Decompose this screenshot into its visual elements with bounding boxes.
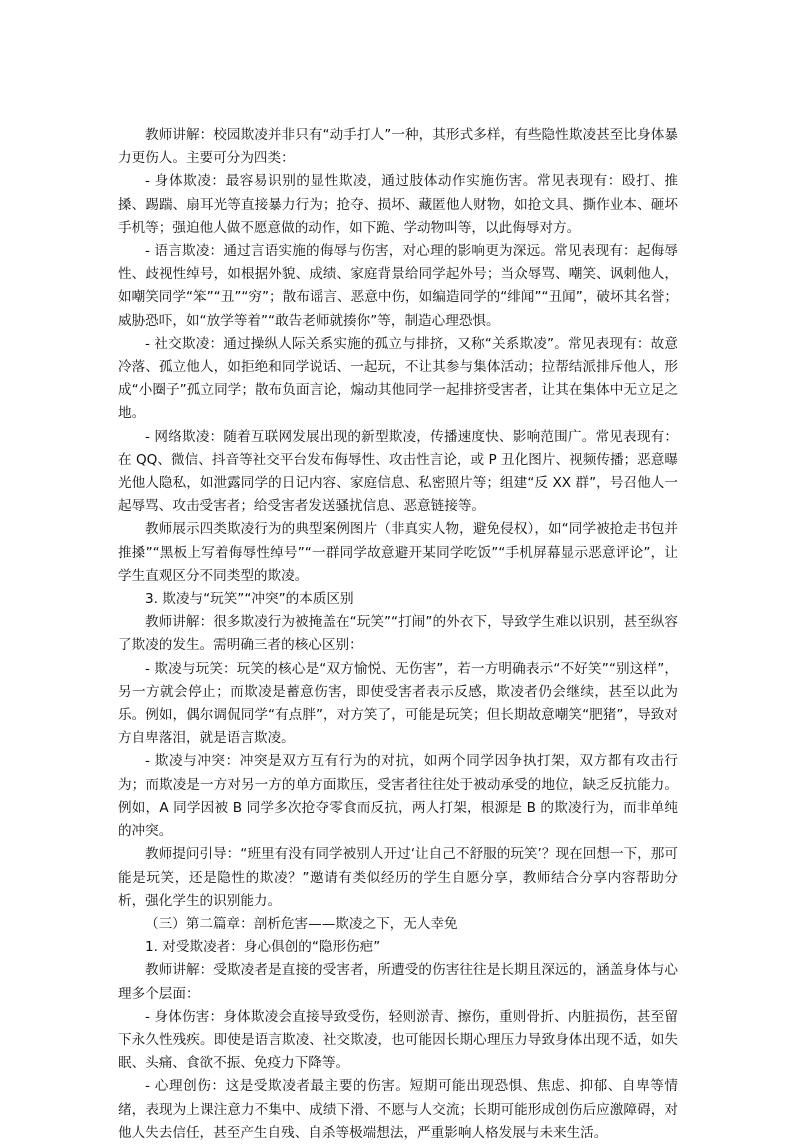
paragraph-cyber-bullying: - 网络欺凌：随着互联网发展出现的新型欺凌，传播速度快、影响范围广。常见表现有：在 QQ、微信、抖音等社交平台发布侮辱性、攻击性言论，或 P 丑化图片、视频传播；恶意曝光他人隐私，如泄露同学的日记内容、家庭信息、私密照片等；组建“反 XX 群”，号召他人一起辱骂、攻击受害者；给受害者发送骚扰信息、恶意链接等。	[118, 428, 678, 515]
paragraph-case-display: 教师展示四类欺凌行为的典型案例图片（非真实人物，避免侵权），如“同学被抢走书包并推搡”“黑板上写着侮辱性绰号”“一群同学故意避开某同学吃饭”“手机屏幕显示恶意评论”，让学生直观区分不同类型的欺凌。	[118, 521, 678, 584]
document-page	[118, 124, 678, 1145]
paragraph-physical-bullying: - 身体欺凌：最容易识别的显性欺凌，通过肢体动作实施伤害。常见表现有：殴打、推搡、踢踹、扇耳光等直接暴力行为；抢夺、损坏、藏匿他人财物，如抢文具、撕作业本、砸坏手机等；强迫他人做不愿意做的动作，如下跪、学动物叫等，以此侮辱对方。	[118, 173, 678, 236]
paragraph-bullying-vs-joke: - 欺凌与玩笑：玩笑的核心是“双方愉悦、无伤害”，若一方明确表示“不好笑”“别这样”，另一方就会停止；而欺凌是蓄意伤害，即使受害者表示反感，欺凌者仍会继续，甚至以此为乐。例如，偶尔调侃同学“有点胖”，对方笑了，可能是玩笑；但长期故意嘲笑“肥猪”，导致对方自卑落泪，就是语言欺凌。	[118, 660, 678, 747]
paragraph-intro: 教师讲解：校园欺凌并非只有“动手打人”一种，其形式多样，有些隐性欺凌甚至比身体暴力更伤人。主要可分为四类：	[118, 127, 678, 167]
section-heading-victim: 1. 对受欺凌者：身心俱创的“隐形伤疤”	[145, 939, 381, 956]
chapter-heading-harm: （三）第二篇章：剖析危害——欺凌之下，无人幸免	[145, 915, 458, 932]
paragraph-social-bullying: - 社交欺凌：通过操纵人际关系实施的孤立与排挤，又称“关系欺凌”。常见表现有：故意冷落、孤立他人，如拒绝和同学说话、一起玩，不让其参与集体活动；拉帮结派排斥他人，形成“小圈子”孤立同学；散布负面言论，煽动其他同学一起排挤受害者，让其在集体中无立足之地。	[118, 335, 678, 422]
paragraph-verbal-bullying: - 语言欺凌：通过言语实施的侮辱与伤害，对心理的影响更为深远。常见表现有：起侮辱性、歧视性绰号，如根据外貌、成绩、家庭背景给同学起外号；当众辱骂、嘲笑、讽刺他人，如嘲笑同学“笨”“丑”“穷”；散布谣言、恶意中伤，如编造同学的“绯闻”“丑闻”，破坏其名誉；威胁恐吓，如“放学等着”“敢告老师就揍你”等，制造心理恐惧。	[118, 243, 678, 329]
paragraph-distinction-intro: 教师讲解：很多欺凌行为被掩盖在“玩笑”“打闹”的外衣下，导致学生难以识别，甚至纵容了欺凌的发生。需明确三者的核心区别：	[118, 614, 678, 654]
paragraph-teacher-question: 教师提问引导：“班里有没有同学被别人开过‘让自己不舒服的玩笑’？现在回想一下，那可能是玩笑，还是隐性的欺凌？”邀请有类似经历的学生自愿分享，教师结合分享内容帮助分析，强化学生的识别能力。	[118, 846, 678, 909]
section-heading-distinction: 3. 欺凌与“玩笑”“冲突”的本质区别	[145, 591, 354, 608]
paragraph-victim-intro: 教师讲解：受欺凌者是直接的受害者，所遭受的伤害往往是长期且深远的，涵盖身体与心理多个层面：	[118, 962, 678, 1002]
paragraph-physical-harm: - 身体伤害：身体欺凌会直接导致受伤，轻则淤青、擦伤，重则骨折、内脏损伤，甚至留下永久性残疾。即使是语言欺凌、社交欺凌，也可能因长期心理压力导致身体出现不适，如失眠、头痛、食欲不振、免疫力下降等。	[118, 1008, 678, 1072]
paragraph-psychological-harm: - 心理创伤：这是受欺凌者最主要的伤害。短期可能出现恐惧、焦虑、抑郁、自卑等情绪，表现为上课注意力不集中、成绩下滑、不愿与人交流；长期可能形成创伤后应激障碍，对他人失去信任，甚至产生自残、自杀等极端想法，严重影响人格发展与未来生活。	[118, 1078, 678, 1141]
paragraph-bullying-vs-conflict: - 欺凌与冲突：冲突是双方互有行为的对抗，如两个同学因争执打架，双方都有攻击行为；而欺凌是一方对另一方的单方面欺压，受害者往往处于被动承受的地位，缺乏反抗能力。例如，A 同学因被 B 同学多次抢夺零食而反抗，两人打架，根源是 B 的欺凌行为，而非单纯的冲突。	[118, 753, 678, 840]
